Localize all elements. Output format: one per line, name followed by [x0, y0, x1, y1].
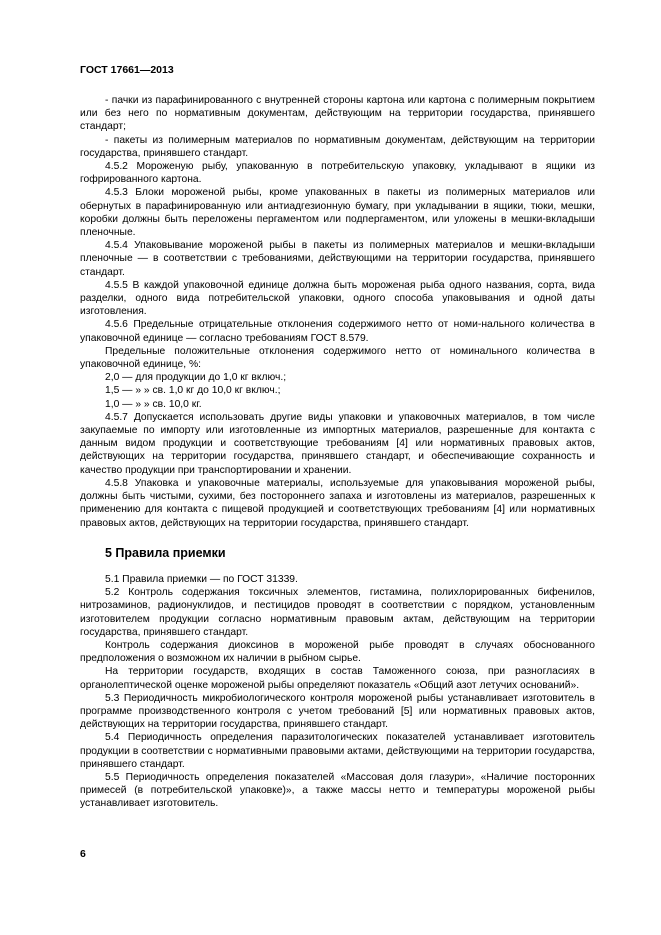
paragraph: 4.5.2 Мороженую рыбу, упакованную в потребительскую упаковку, укладывают в ящики из гофрированного картона. — [80, 161, 595, 186]
paragraph: Предельные положительные отклонения содержимого нетто от номинального количества в упаковочной единице, %: — [80, 345, 595, 371]
paragraph: 5.3 Периодичность микробиологического контроля мороженой рыбы устанавливает изготовитель в программе производственного контроля с учетом требований [5] или нормативных правовых актов, действующих на территории государства, принявшего стандарт. — [80, 692, 595, 731]
paragraph: 5.4 Периодичность определения паразитологических показателей устанавливает изготовитель продукции в соответствии с нормативными правовыми актами, действующими на территории государства, принявшего стандарт. — [80, 732, 595, 770]
paragraph: 4.5.8 Упаковка и упаковочные материалы, используемые для упаковывания мороженой рыбы, должны быть чистыми, сухими, без постороннего запаха и изготовлены из материалов, разрешенных к применению для контакта с пищевой продукцией и соответствующих требованиям [4] или нормативных правовых актов, действующих на территории государства, принявшего стандарт. — [80, 477, 595, 529]
list-item: 1,5 — » » св. 1,0 кг до 10,0 кг включ.; — [105, 385, 281, 397]
document-body — [80, 94, 595, 811]
paragraph: 5.1 Правила приемки — по ГОСТ 31339. — [105, 573, 298, 585]
paragraph: 4.5.5 В каждой упаковочной единице должна быть мороженая рыба одного названия, сорта, вида разделки, одного вида потребительской упаковки, одного способа упаковывания и одной даты изготовления. — [80, 279, 595, 318]
paragraph: - пакеты из полимерным материалов по нормативным документам, действующим на территории государства, принявшего стандарт. — [80, 134, 595, 159]
paragraph: 4.5.6 Предельные отрицательные отклонения содержимого нетто от номи-нального количества в упаковочной единице — согласно требованиям ГОСТ 8.579. — [80, 319, 595, 344]
page-number: 6 — [80, 848, 86, 860]
list-item: 1,0 — » » св. 10,0 кг. — [105, 398, 202, 410]
paragraph: Контроль содержания диоксинов в мороженой рыбе проводят в случаях обоснованного предположения о возможном их наличии в рыбном сырье. — [80, 639, 595, 665]
paragraph: 5.2 Контроль содержания токсичных элементов, гистамина, полихлорированных бифенилов, нитрозаминов, радионуклидов, и пестицидов проводят в соответствии с порядком, установленным изготовителем продукции согласно нормативным правовым актам, действующим на территории государства, принявшего стандарт. — [80, 587, 595, 638]
paragraph: 5.5 Периодичность определения показателей «Массовая доля глазури», «Наличие посторонних примесей (в потребительской упаковке)», а также массы нетто и температуры мороженой рыбы устанавливает изготовитель. — [80, 771, 595, 810]
paragraph: 4.5.7 Допускается использовать другие виды упаковки и упаковочных материалов, в том числе закупаемые по импорту или изготовленные из импортных материалов, разрешенные для контакта с данным видом продукции и соответствующие требованиям [4] или нормативных правовых актов, действующих на территории государства, принявшего стандарт, и обеспечивающие сохранность и качество продукции при транспортировании и хранении. — [80, 411, 595, 476]
section-heading: 5 Правила приемки — [105, 545, 226, 560]
paragraph: - пачки из парафинированного с внутренней стороны картона или картона с полимерным покрытием или без него по нормативным документам, действующим на территории государства, принявшего стандарт; — [80, 95, 595, 133]
document-header: ГОСТ 17661—2013 — [80, 64, 174, 76]
paragraph: 4.5.4 Упаковывание мороженой рыбы в пакеты из полимерных материалов и мешки-вкладыши пленочные — в соответствии с требованиями, действующими на территории государства, принявшего стандарт. — [80, 240, 595, 278]
paragraph: 4.5.3 Блоки мороженой рыбы, кроме упакованных в пакеты из полимерных материалов или обернутых в парафинированную или антиадгезионную бумагу, при укладывании в ящики, тюки, мешки, коробки должны быть переложены пергаментом или подпергаментом, или уложены в мешки-вкладыши пленочные. — [80, 187, 595, 239]
paragraph: На территории государств, входящих в состав Таможенного союза, при разногласиях в органолептической оценке мороженой рыбы определяют показатель «Общий азот летучих оснований». — [80, 666, 595, 691]
list-item: 2,0 — для продукции до 1,0 кг включ.; — [105, 372, 287, 384]
